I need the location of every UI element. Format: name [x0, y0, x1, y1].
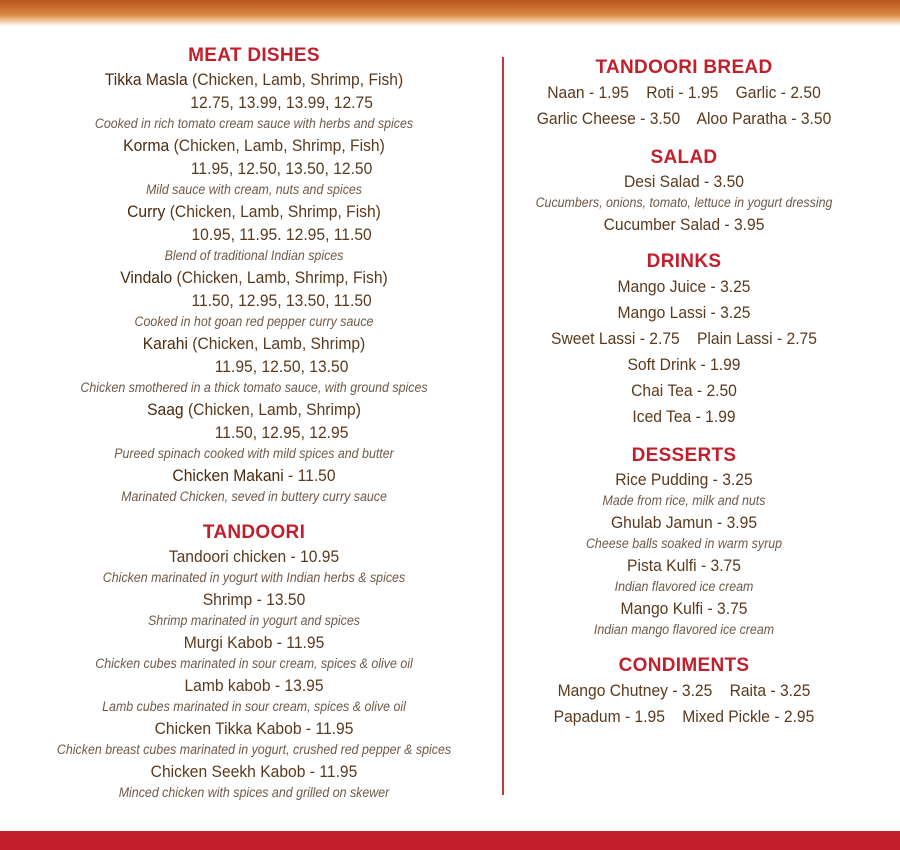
item-options: (Chicken, Lamb, Shrimp): [187, 400, 361, 419]
menu-item-korma: [0, 134, 508, 200]
dessert-pista-kulfi: [468, 554, 900, 597]
item-description: Cooked in rich tomato cream sauce with herbs and spices: [94, 116, 414, 131]
menu-item-saag: [0, 398, 508, 464]
condiment-mango-chutney: Mango Chutney - 3.25: [557, 681, 713, 700]
item-description: Indian mango flavored ice cream: [593, 622, 775, 637]
bread-row-1: [485, 80, 882, 106]
condiments-heading: CONDIMENTS: [618, 655, 750, 676]
item-line: Mango Kulfi - 3.75: [620, 599, 748, 618]
menu-item-vindalo: [0, 266, 508, 332]
item-description: Made from rice, milk and nuts: [602, 493, 766, 508]
item-prices: 10.95, 11.95. 12.95, 11.50: [191, 225, 372, 244]
item-description: Chicken smothered in a thick tomato sauce, with ground spices: [80, 380, 428, 395]
bread-row-2: [485, 106, 882, 132]
item-description: Shrimp marinated in yogurt and spices: [148, 613, 360, 628]
item-line: Murgi Kabob - 11.95: [183, 633, 325, 652]
item-options: (Chicken, Lamb, Shrimp, Fish): [176, 268, 388, 287]
item-description: Indian flavored ice cream: [614, 579, 754, 594]
item-line: Lamb kabob - 13.95: [184, 676, 324, 695]
dessert-rice-pudding: [468, 468, 900, 511]
bread-aloo-paratha: Aloo Paratha - 3.50: [696, 109, 832, 128]
bread-naan: Naan - 1.95: [547, 83, 629, 102]
item-description: Chicken breast cubes marinated in yogurt, crushed red pepper & spices: [56, 742, 452, 757]
drink-plain-lassi: Plain Lassi - 2.75: [696, 329, 817, 348]
drink-iced-tea: Iced Tea - 1.99: [632, 407, 736, 426]
item-options: (Chicken, Lamb, Shrimp, Fish): [192, 70, 404, 89]
item-name: Curry: [127, 202, 166, 221]
condiment-papadum: Papadum - 1.95: [553, 707, 665, 726]
drinks-heading: DRINKS: [646, 251, 722, 272]
left-column: [0, 44, 508, 803]
menu-item-tikka-masla: [0, 68, 508, 134]
bread-garlic: Garlic - 2.50: [735, 83, 821, 102]
drink-mango-lassi: Mango Lassi - 3.25: [617, 303, 751, 322]
item-name: Tikka Masla: [104, 70, 188, 89]
item-line: Tandoori chicken - 10.95: [168, 547, 340, 566]
drink-mango-juice: Mango Juice - 3.25: [617, 277, 751, 296]
item-prices: 11.50, 12.95, 12.95: [214, 423, 349, 442]
item-prices: 11.95, 12.50, 13.50, 12.50: [190, 159, 373, 178]
right-column: [468, 56, 900, 730]
item-description: Lamb cubes marinated in sour cream, spices & olive oil: [102, 699, 406, 714]
item-line: Rice Pudding - 3.25: [615, 470, 753, 489]
item-description: Cheese balls soaked in warm syrup: [585, 536, 783, 551]
menu-item-murgi-kabob: [0, 631, 508, 674]
item-options: (Chicken, Lamb, Shrimp): [192, 334, 366, 353]
item-line: Pista Kulfi - 3.75: [627, 556, 741, 575]
dessert-ghulab-jamun: [468, 511, 900, 554]
menu-item-karahi: [0, 332, 508, 398]
desserts-heading: DESSERTS: [631, 445, 737, 466]
item-name: Saag: [147, 400, 184, 419]
bread-garlic-cheese: Garlic Cheese - 3.50: [536, 109, 681, 128]
item-description: Mild sauce with cream, nuts and spices: [145, 182, 363, 197]
condiment-raita: Raita - 3.25: [729, 681, 811, 700]
tandoori-bread-heading: TANDOORI BREAD: [595, 57, 773, 78]
menu-item-lamb-kabob: [0, 674, 508, 717]
salad-cucumber: Cucumber Salad - 3.95: [603, 215, 765, 234]
item-line: Ghulab Jamun - 3.95: [610, 513, 758, 532]
item-description: Pureed spinach cooked with mild spices and butter: [114, 446, 394, 461]
bread-roti: Roti - 1.95: [646, 83, 719, 102]
item-prices: 11.50, 12.95, 13.50, 11.50: [191, 291, 372, 310]
item-description: Chicken cubes marinated in sour cream, spices & olive oil: [95, 656, 413, 671]
menu-item-chicken-makani: [0, 464, 508, 507]
item-description: Marinated Chicken, seved in buttery curry sauce: [121, 489, 387, 504]
condiment-mixed-pickle: Mixed Pickle - 2.95: [682, 707, 815, 726]
item-description: Cooked in hot goan red pepper curry sauce: [134, 314, 374, 329]
condiments-row-1: [485, 678, 882, 704]
salad-desi-description: Cucumbers, onions, tomato, lettuce in yogurt dressing: [535, 195, 833, 210]
menu-item-chicken-tikka-kabob: [0, 717, 508, 760]
item-line: Chicken Seekh Kabob - 11.95: [150, 762, 358, 781]
item-name: Korma: [123, 136, 170, 155]
item-prices: 11.95, 12.50, 13.50: [214, 357, 349, 376]
meat-dishes-heading: MEAT DISHES: [188, 45, 320, 66]
menu-item-shrimp: [0, 588, 508, 631]
menu-item-tandoori-chicken: [0, 545, 508, 588]
item-options: (Chicken, Lamb, Shrimp, Fish): [173, 136, 385, 155]
top-decorative-band: [0, 0, 900, 26]
drink-chai-tea: Chai Tea - 2.50: [631, 381, 737, 400]
item-line: Chicken Tikka Kabob - 11.95: [154, 719, 354, 738]
item-price: - 11.50: [283, 466, 336, 485]
item-line: Shrimp - 13.50: [202, 590, 306, 609]
item-description: Blend of traditional Indian spices: [164, 248, 344, 263]
item-name: Chicken Makani: [172, 466, 284, 485]
condiments-row-2: [485, 704, 882, 730]
salad-desi: Desi Salad - 3.50: [624, 172, 744, 191]
bottom-decorative-band: [0, 831, 900, 850]
dessert-mango-kulfi: [468, 597, 900, 640]
item-name: Vindalo: [120, 268, 173, 287]
menu-item-curry: [0, 200, 508, 266]
item-description: Chicken marinated in yogurt with Indian herbs & spices: [102, 570, 406, 585]
menu-item-chicken-seekh-kabob: [0, 760, 508, 803]
drink-lassi-row: [485, 326, 882, 352]
drink-sweet-lassi: Sweet Lassi - 2.75: [551, 329, 680, 348]
tandoori-heading: TANDOORI: [202, 522, 306, 543]
salad-heading: SALAD: [650, 147, 718, 168]
item-name: Karahi: [142, 334, 188, 353]
item-prices: 12.75, 13.99, 13.99, 12.75: [190, 93, 373, 112]
item-description: Minced chicken with spices and grilled on skewer: [118, 785, 390, 800]
drink-soft-drink: Soft Drink - 1.99: [627, 355, 741, 374]
item-options: (Chicken, Lamb, Shrimp, Fish): [169, 202, 381, 221]
